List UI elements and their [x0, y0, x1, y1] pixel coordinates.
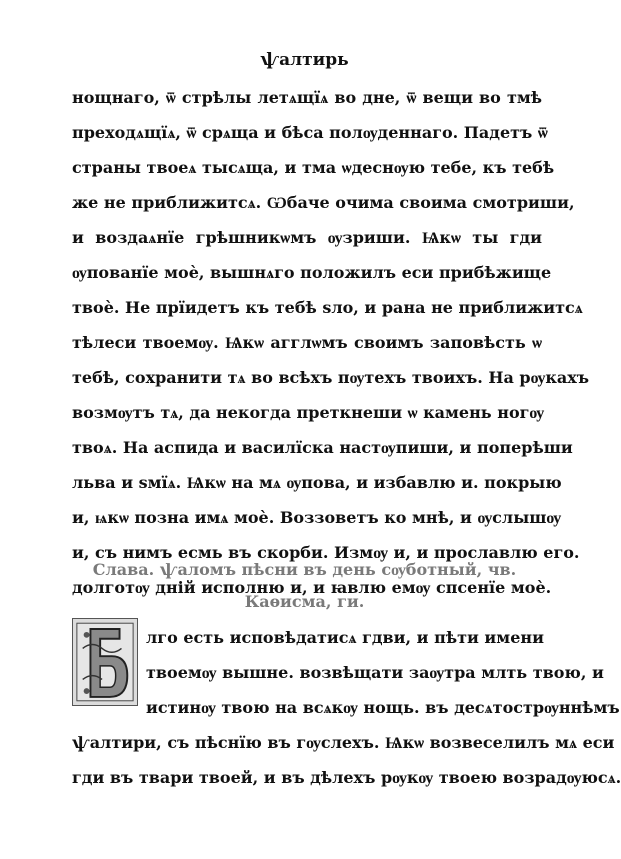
text-line: ѹпованїе моѐ, вышнѧго положилъ еси прибѣжище: [72, 263, 552, 282]
running-head: ѱалтирь: [260, 50, 349, 70]
text-line: тѣлеси твоемѹ. Ѩкѡ агглѡмъ своимъ заповѣсть ѡ: [72, 333, 542, 352]
gloria-rubric: Слава. ѱаломъ пѣсни въ день сѹботный, чв.: [92, 560, 517, 579]
drop-cap-initial: [72, 618, 138, 706]
text-line: твоемѹ вышне. возвѣщати заѹтра млть твою, и: [146, 663, 604, 682]
ornamental-initial-b-icon: [73, 619, 137, 705]
text-line: ѱалтири, съ пѣснїю въ гѹслехъ. Ѩкѡ возвеселилъ мѧ еси: [72, 733, 615, 752]
second-block-full: [72, 725, 621, 795]
text-line: долготѹ дній исполню и, и ꙗвлю емѹ спсенїе моѐ.: [72, 578, 552, 597]
verse-block: [72, 80, 590, 605]
text-line: тебѣ, сохранити тѧ во всѣхъ пѹтехъ твоихъ. На рѹкахъ: [72, 368, 590, 387]
text-line: преходѧщїѧ, ѿ срѧща и бѣса полѹденнаго. Падетъ ѿ: [72, 123, 548, 142]
second-block-indented: [146, 620, 620, 725]
text-line: твоѐ. Не прїидетъ къ тебѣ ѕло, и рана не приближитсѧ: [72, 298, 583, 317]
text-line: и, ѩкѡ позна имѧ моѐ. Воззоветъ ко мнѣ, и ѹслышѹ: [72, 508, 562, 527]
text-line: твоѧ. На аспида и василїска настѹпиши, и поперѣши: [72, 438, 573, 457]
text-line: же не приближитсѧ. Ѡбаче очима своима смотриши,: [72, 193, 575, 212]
text-line: страны твоеѧ тысѧща, и тма ѡдеснѹю тебе, къ тебѣ: [72, 158, 555, 177]
text-line: возмѹтъ тѧ, да некогда преткнеши ѡ камень ногѹ: [72, 403, 545, 422]
text-line: и, съ нимъ есмь въ скорби. Измѹ и, и прославлю его.: [72, 543, 580, 562]
text-line: и воздаѧнїе грѣшникѡмъ ѹзриши. Ѩкѡ ты гди: [72, 228, 542, 247]
kathisma-heading: Каѳисма, ги.: [244, 592, 365, 611]
text-line: гди въ твари твоей, и въ дѣлехъ рѹкѹ твоею возрадѹюсѧ.: [72, 768, 621, 787]
text-line: льва и ѕмїѧ. Ѩкѡ на мѧ ѹпова, и избавлю и. покрыю: [72, 473, 562, 492]
text-line: нощнаго, ѿ стрѣлы летѧщїѧ во дне, ѿ вещи во тмѣ: [72, 88, 543, 107]
text-line: лго есть исповѣдатисѧ гдви, и пѣти имени: [146, 628, 544, 647]
text-line: истинѹ твою на всѧкѹ нощь. въ десѧтострѹннѣмъ: [146, 698, 620, 717]
